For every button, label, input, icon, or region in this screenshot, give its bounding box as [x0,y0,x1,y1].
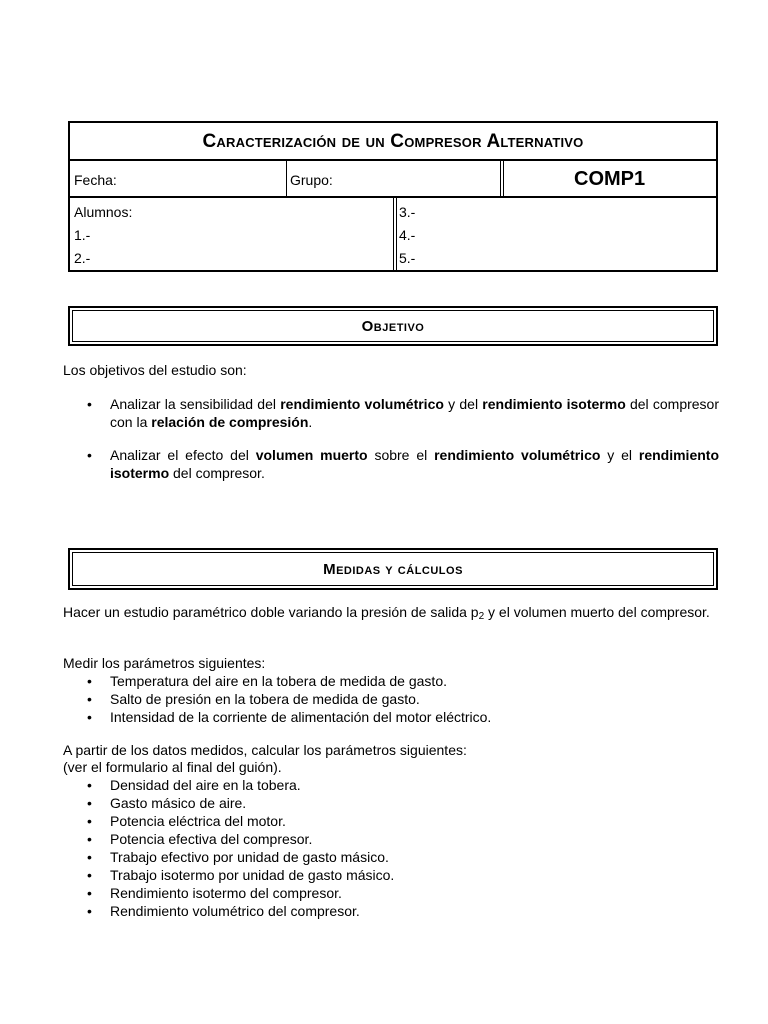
calc-item [87,866,394,884]
calc-note: (ver el formulario al final del guión). [63,759,282,775]
medir-item [87,708,491,726]
bullet: • [87,709,92,725]
bullet: • [87,813,92,829]
medidas-heading-box [68,548,718,590]
bullet: • [87,849,92,865]
calc-item-text: Trabajo isotermo por unidad de gasto másico. [110,867,395,883]
divider [396,198,397,272]
bullet: • [87,903,92,919]
bullet: • [87,885,92,901]
medir-list [87,672,491,726]
bullet: • [87,795,92,811]
calc-item-text: Trabajo efectivo por unidad de gasto másico. [110,849,389,865]
student-4: 4.- [399,227,416,243]
medidas-heading: Medidas y cálculos [72,552,714,586]
document-title: Caracterización de un Compresor Alternativo [202,131,584,152]
objetivo-intro: Los objetivos del estudio son: [63,362,247,378]
medidas-intro: Hacer un estudio paramétrico doble variando la presión de salida $p_2$ y el volumen muerto del compresor. [63,604,710,622]
fecha-label: Fecha: [74,172,117,188]
bullet: • [87,867,92,883]
bullet: • [87,831,92,847]
practice-code: COMP1 [574,168,646,190]
divider [70,159,716,161]
medir-item [87,690,491,708]
calc-item-text: Gasto másico de aire. [110,795,247,811]
objetivo-item-1-text: Analizar la sensibilidad del rendimiento volumétrico y del rendimiento isotermo del compresor con la relación de compresión. [110,396,720,430]
calc-item [87,884,394,902]
divider [393,198,394,272]
calc-label: A partir de los datos medidos, calcular los parámetros siguientes: [63,742,467,758]
bullet: • [87,691,92,707]
bullet: • [87,396,92,412]
medir-item-text: Temperatura del aire en la tobera de medida de gasto. [110,673,447,689]
calc-item-text: Rendimiento isotermo del compresor. [110,885,342,901]
calc-item [87,830,394,848]
calc-list [87,776,394,920]
bullet: • [87,447,92,463]
alumnos-label: Alumnos: [74,204,133,220]
calc-item-text: Potencia eléctrica del motor. [110,813,286,829]
calc-item [87,902,394,920]
objetivo-item-1 [87,396,719,432]
medir-item-text: Intensidad de la corriente de alimentación del motor eléctrico. [110,709,492,725]
bullet: • [87,777,92,793]
divider [503,159,504,197]
student-3: 3.- [399,204,416,220]
divider [286,159,287,197]
student-1: 1.- [74,227,91,243]
divider [500,159,501,197]
objetivo-heading-box [68,306,718,346]
grupo-label: Grupo: [290,172,333,188]
objetivo-item-2 [87,447,719,483]
student-2: 2.- [74,250,91,266]
calc-item [87,776,394,794]
medir-item-text: Salto de presión en la tobera de medida de gasto. [110,691,420,707]
calc-item [87,794,394,812]
calc-item-text: Potencia efectiva del compresor. [110,831,313,847]
calc-item-text: Rendimiento volumétrico del compresor. [110,903,360,919]
calc-item [87,812,394,830]
calc-item [87,848,394,866]
calc-item-text: Densidad del aire en la tobera. [110,777,301,793]
objetivo-item-2-text: Analizar el efecto del volumen muerto sobre el rendimiento volumétrico y el rendimiento isotermo del compresor. [110,447,719,481]
header-table [68,121,718,272]
student-5: 5.- [399,250,416,266]
medir-label: Medir los parámetros siguientes: [63,655,266,671]
bullet: • [87,673,92,689]
medir-item [87,672,491,690]
objetivo-heading: Objetivo [72,310,714,342]
